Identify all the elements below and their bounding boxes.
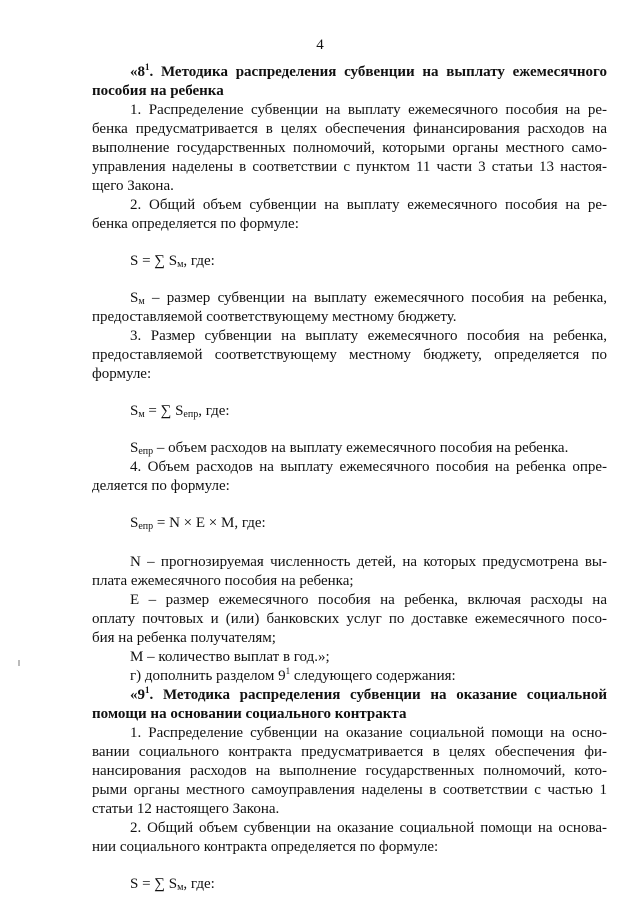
section-8-p2-line: бенка определяется по формуле: — [92, 216, 299, 232]
section-9-p2-line: 2. Общий объем субвенции на оказание социальной помощи на основа- — [130, 820, 607, 836]
page-number: 4 — [316, 37, 324, 53]
section-8-p2-line: 2. Общий объем субвенции на выплату ежемесячного пособия на ре- — [130, 197, 607, 213]
section-8-p1-line: щего Закона. — [92, 178, 174, 194]
section-8-heading-line1: «$8^1$. Методика распределения субвенции на выплату ежемесячного — [130, 62, 607, 80]
section-9-p1-line: рыми органы местного самоуправления наделены в соответствии с частью 1 — [92, 782, 607, 798]
section-9-p1-line: 1. Распределение субвенции на оказание социальной помощи на осно- — [130, 725, 607, 741]
definition-m: M – количество выплат в год.»; — [130, 649, 330, 665]
section-8-p3-line: предоставляемой соответствующему местному бюджету, определяется по — [92, 347, 607, 363]
section-8-p1-line: 1. Распределение субвенции на выплату ежемесячного пособия на ре- — [130, 102, 607, 118]
section-8-p4-line: деляется по формуле: — [92, 478, 230, 494]
formula-3: $S_{епр} = N \times E \times M$, где: — [130, 515, 266, 532]
formula-2: $S_м$ = ∑ $S_{епр}$, где: — [130, 403, 230, 420]
definition-sm-line1: $S_м$ – размер субвенции на выплату ежемесячного пособия на ребенка, — [130, 290, 607, 307]
section-8-p1-line: управления наделены в соответствии с пунктом 11 части 3 статьи 13 настоя- — [92, 159, 607, 175]
section-9-p2-line: нии социального контракта определяется по формуле: — [92, 839, 439, 855]
section-9-p1-line: статьи 12 настоящего Закона. — [92, 801, 280, 817]
amendment-line: г) дополнить разделом $9^1$ следующего содержания: — [130, 666, 456, 684]
definition-e-line: оплату почтовых и (или) банковских услуг по доставке ежемесячного посо- — [92, 611, 607, 627]
section-8-p4-line: 4. Объем расходов на выплату ежемесячного пособия на ребенка опре- — [130, 459, 607, 475]
definition-sm-line2: предоставляемой соответствующему местному бюджету. — [92, 309, 457, 325]
section-8-p1-line: бенка предусматривается в целях обеспечения финансирования расходов на — [92, 121, 607, 137]
section-8-p3-line: 3. Размер субвенции на выплату ежемесячного пособия на ребенка, — [130, 328, 607, 344]
margin-mark — [18, 660, 20, 666]
section-9-heading-line1: «$9^1$. Методика распределения субвенции на оказание социальной — [130, 685, 607, 703]
definition-n-line: N – прогнозируемая численность детей, на которых предусмотрена вы- — [130, 554, 607, 570]
section-8-p1-line: выполнение государственных полномочий, которыми органы местного само- — [92, 140, 607, 156]
formula-4: S = ∑ $S_м$, где: — [130, 876, 215, 893]
section-8-heading-line2: пособия на ребенка — [92, 83, 224, 99]
definition-e-line: бия на ребенка получателям; — [92, 630, 276, 646]
formula-1: S = ∑ $S_м$, где: — [130, 253, 215, 270]
section-9-p1-line: вании социального контракта предусматривается в целях обеспечения фи- — [92, 744, 607, 760]
section-9-heading-line2: помощи на основании социального контракта — [92, 706, 407, 722]
definition-sepr: $S_{епр}$ – объем расходов на выплату ежемесячного пособия на ребенка. — [130, 440, 569, 457]
section-9-p1-line: нансирования расходов на выполнение государственных полномочий, кото- — [92, 763, 607, 779]
definition-n-line: плата ежемесячного пособия на ребенка; — [92, 573, 354, 589]
definition-e-line: E – размер ежемесячного пособия на ребенка, включая расходы на — [130, 592, 607, 608]
section-8-p3-line: формуле: — [92, 366, 152, 382]
document-body — [92, 63, 607, 894]
